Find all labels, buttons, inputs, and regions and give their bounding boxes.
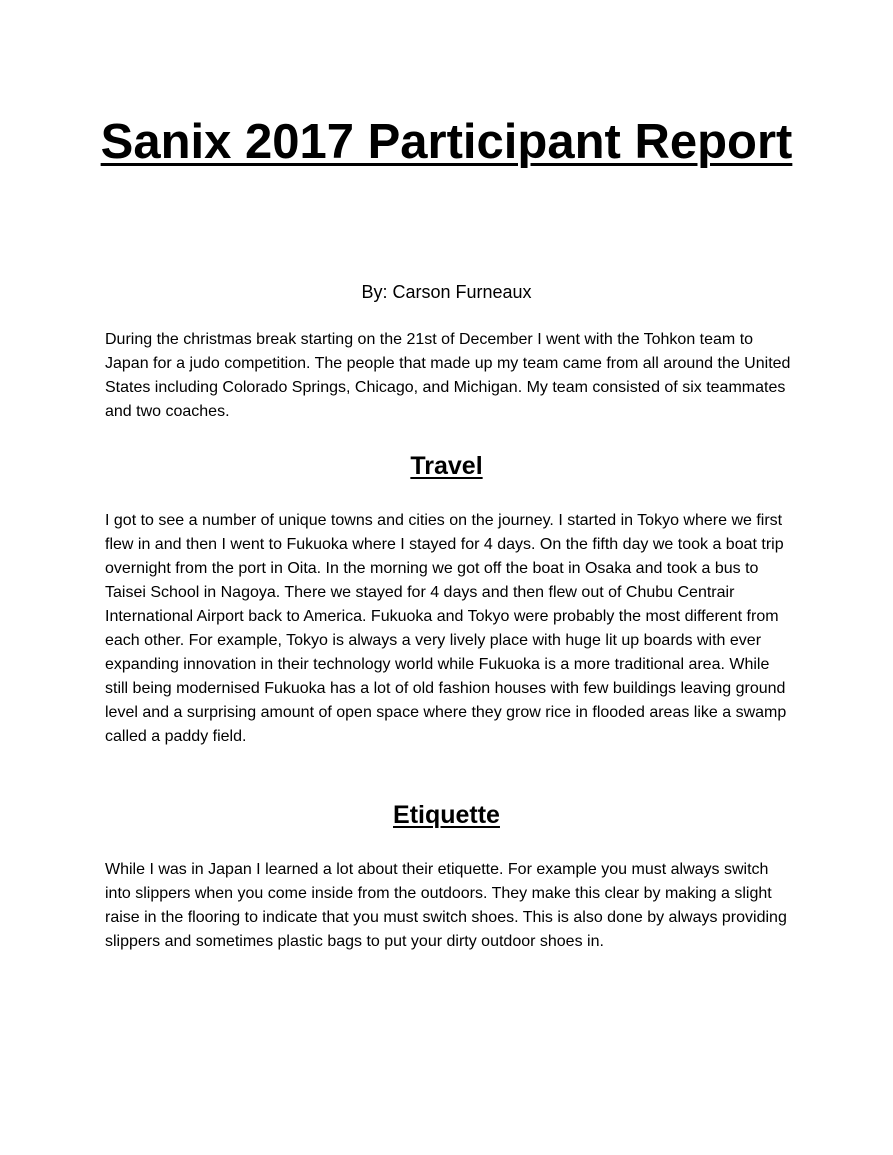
etiquette-paragraph: While I was in Japan I learned a lot about their etiquette. For example you must always switch into slippers when you come inside from the outdoors. They make this clear by making a slight raise in the flooring to indicate that you must switch shoes. This is also done by always providing slippers and sometimes plastic bags to put your dirty outdoor shoes in. <box>105 861 787 950</box>
section-heading-etiquette: Etiquette <box>393 801 500 829</box>
section-heading-travel: Travel <box>410 452 483 480</box>
page-title: Sanix 2017 Participant Report <box>100 115 793 169</box>
author-byline: By: Carson Furneaux <box>361 282 532 302</box>
travel-paragraph: I got to see a number of unique towns and cities on the journey. I started in Tokyo where we first flew in and then I went to Fukuoka where I stayed for 4 days. On the fifth day we took a boat trip overnight from the port in Oita. In the morning we got off the boat in Osaka and took a bus to Taisei School in Nagoya. There we stayed for 4 days and then flew out of Chubu Centrair International Airport back to America. Fukuoka and Tokyo were probably the most different from each other. For example, Tokyo is always a very lively place with huge lit up boards with ever expanding innovation in their technology world while Fukuoka is a more traditional area. While still being modernised Fukuoka has a lot of old fashion houses with few buildings leaving ground level and a surprising amount of open space where they grow rice in flooded areas like a swamp called a paddy field. <box>105 512 787 745</box>
intro-paragraph: During the christmas break starting on the 21st of December I went with the Tohkon team to Japan for a judo competition. The people that made up my team came from all around the United States including Colorado Springs, Chicago, and Michigan. My team consisted of six teammates and two coaches. <box>105 331 791 420</box>
